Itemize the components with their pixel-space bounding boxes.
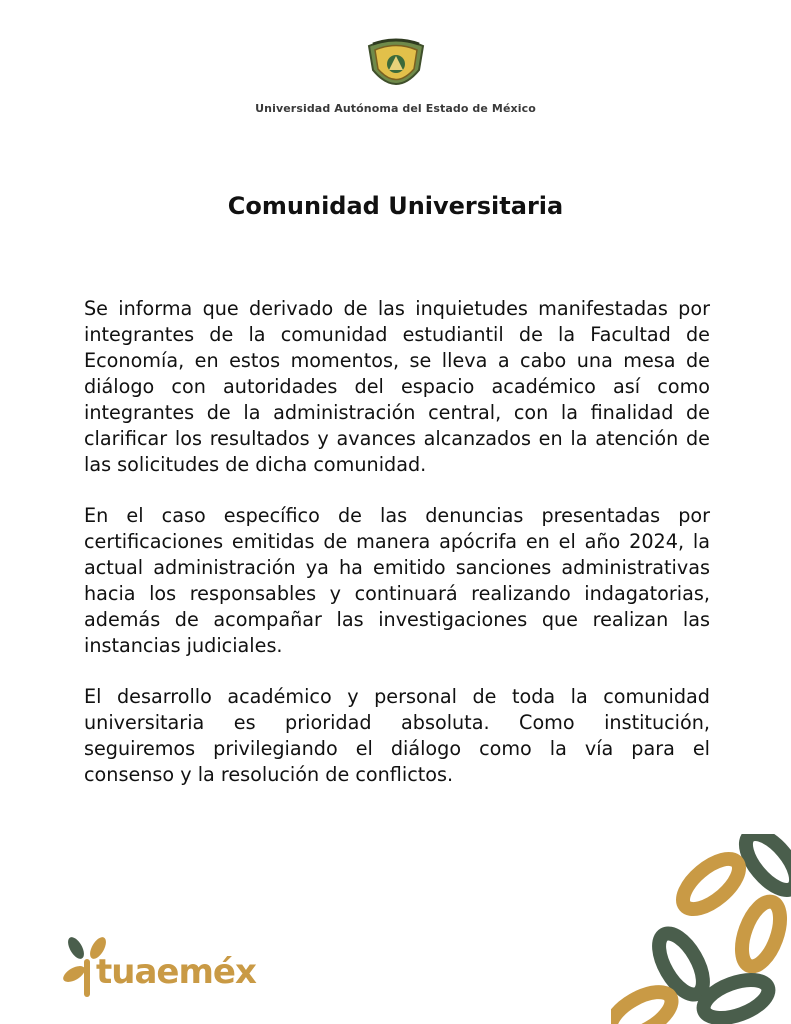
institution-name: Universidad Autónoma del Estado de México [255,102,536,115]
paragraph-3: El desarrollo académico y personal de toda la comunidad universitaria es prioridad absoluta. Como institución, seguiremos privilegiando el diálogo como la vía para el consenso y la resolución de conflictos. [84,685,710,786]
statement-body [84,296,710,813]
leaf-pattern-decoration [611,834,791,1024]
header [0,36,791,115]
paragraph-1: Se informa que derivado de las inquietudes manifestadas por integrantes de la comunidad estudiantil de la Facultad de Economía, en estos momentos, se lleva a cabo una mesa de diálogo con autoridades del espacio académico así como integrantes de la administración central, con la finalidad de clarificar los resultados y avances alcanzados en la atención de las solicitudes de dicha comunidad. [84,297,710,476]
brand-wordmark: tuaeméx [96,952,256,992]
university-seal-icon [363,36,429,96]
page-title: Comunidad Universitaria [227,192,564,220]
paragraph-2: En el caso específico de las denuncias presentadas por certificaciones emitidas de manera apócrifa en el año 2024, la actual administración ya ha emitido sanciones administrativas hacia los responsables y continuará realizando indagatorias, además de acompañar las investigaciones que realizan las instancias judiciales. [84,504,710,657]
